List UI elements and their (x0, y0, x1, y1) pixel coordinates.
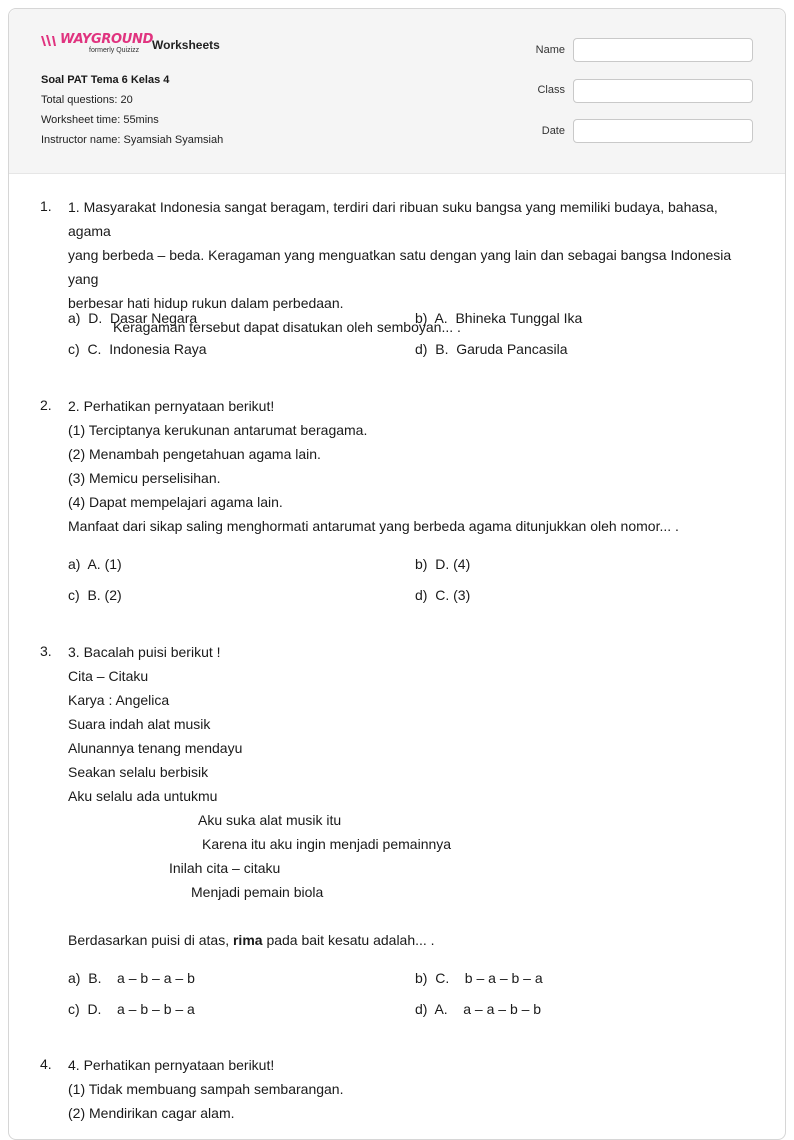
question-number: 3. (40, 643, 52, 659)
question-line: 2. Perhatikan pernyataan berikut! (68, 398, 275, 414)
question-line: (2) Mendirikan cagar alam. (68, 1105, 235, 1121)
total-questions: Total questions: 20 (41, 94, 133, 106)
option-b[interactable]: b) A. Bhineka Tunggal Ika (415, 310, 583, 326)
option-b[interactable]: b) C. b – a – b – a (415, 970, 543, 986)
question-line: 3. Bacalah puisi berikut ! (68, 644, 221, 660)
poem-line: Aku suka alat musik itu (198, 812, 342, 828)
date-field[interactable] (573, 119, 753, 143)
poem-line: Menjadi pemain biola (191, 884, 324, 900)
question-prompt (68, 928, 758, 952)
question-text (68, 1053, 758, 1125)
option-b[interactable]: b) D. (4) (415, 556, 471, 572)
question-text (68, 640, 758, 952)
instructor-name: Instructor name: Syamsiah Syamsiah (41, 134, 224, 146)
option-a[interactable]: a) B. a – b – a – b (68, 970, 195, 986)
question-number: 2. (40, 397, 52, 413)
option-d[interactable]: d) A. a – a – b – b (415, 1001, 542, 1017)
worksheet-time: Worksheet time: 55mins (41, 114, 159, 126)
question-line: (2) Menambah pengetahuan agama lain. (68, 446, 321, 462)
question-line: Manfaat dari sikap saling menghormati antarumat yang berbeda agama ditunjukkan oleh nomor... . (68, 518, 679, 534)
question-line: yang berbeda – beda. Keragaman yang menguatkan satu dengan yang lain dan sebagai bangsa Indonesia yang (68, 247, 732, 287)
question-line: (1) Terciptanya kerukunan antarumat beragama. (68, 422, 368, 438)
name-label: Name (535, 44, 565, 56)
poem-line: Suara indah alat musik (68, 716, 211, 732)
brand-label: Worksheets (152, 38, 220, 52)
class-label: Class (537, 84, 565, 96)
option-a[interactable]: a) A. (1) (68, 556, 122, 572)
prompt-text: Berdasarkan puisi di atas, (68, 932, 233, 948)
option-c[interactable]: c) D. a – b – b – a (68, 1001, 195, 1017)
logo-subtext: formerly Quizizz (89, 47, 140, 54)
question-number: 4. (40, 1056, 52, 1072)
class-field[interactable] (573, 79, 753, 103)
question-line: 4. Perhatikan pernyataan berikut! (68, 1057, 275, 1073)
poem-line: Karena itu aku ingin menjadi pemainnya (202, 836, 452, 852)
option-a[interactable]: a) D. Dasar Negara (68, 310, 198, 326)
prompt-bold-word: rima (232, 932, 263, 948)
question-line: 1. Masyarakat Indonesia sangat beragam, terdiri dari ribuan suku bangsa yang memiliki budaya, bahasa, agama (68, 199, 718, 239)
poem-line: Aku selalu ada untukmu (68, 788, 218, 804)
option-c[interactable]: c) C. Indonesia Raya (68, 341, 207, 357)
prompt-text: pada bait kesatu adalah... . (262, 932, 435, 948)
question-line: Keragaman tersebut dapat disatukan oleh semboyan... . (113, 319, 461, 335)
question-line: (1) Tidak membuang sampah sembarangan. (68, 1081, 344, 1097)
question-line: (4) Dapat mempelajari agama lain. (68, 494, 283, 510)
poem-line: Seakan selalu berbisik (68, 764, 209, 780)
question-line: (3) Memicu perselisihan. (68, 470, 221, 486)
question-line: berbesar hati hidup rukun dalam perbedaan. (68, 295, 344, 311)
option-c[interactable]: c) B. (2) (68, 587, 122, 603)
wayground-logo (40, 31, 154, 59)
poem-line: Inilah cita – citaku (169, 860, 281, 876)
worksheet-title: Soal PAT Tema 6 Kelas 4 (41, 74, 170, 86)
name-field[interactable] (573, 38, 753, 62)
question-number: 1. (40, 198, 52, 214)
logo-wordmark: WAYGROUND (60, 32, 154, 47)
question-text (68, 394, 758, 538)
option-d[interactable]: d) C. (3) (415, 587, 471, 603)
logo-mark-icon (40, 34, 60, 48)
option-d[interactable]: d) B. Garuda Pancasila (415, 341, 568, 357)
poem-title: Cita – Citaku (68, 668, 149, 684)
poem-author: Karya : Angelica (68, 692, 170, 708)
date-label: Date (541, 125, 565, 137)
poem-line: Alunannya tenang mendayu (68, 740, 243, 756)
worksheet-header (9, 9, 785, 174)
